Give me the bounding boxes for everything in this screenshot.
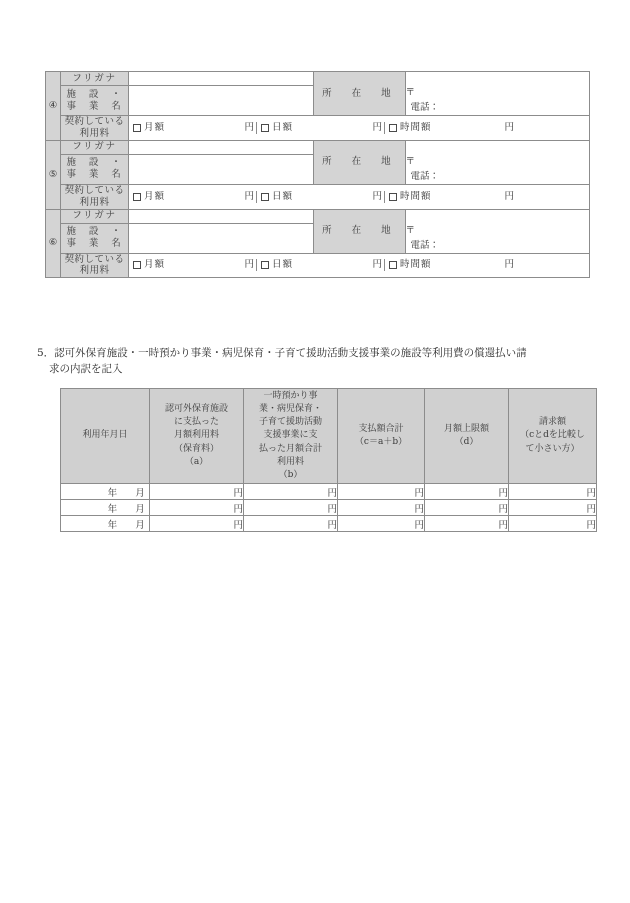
daily-yen-unit: 円 [372,259,382,271]
table-row [61,484,597,500]
header-line: 払った月額合計 [258,443,322,454]
furigana-input-6[interactable] [129,209,314,223]
section5-heading-line2: 求の内訳を記入 [49,363,123,376]
checkbox-daily-icon[interactable] [261,124,269,132]
hourly-fee-segment-6[interactable] [385,259,516,271]
cell-temporary-care-monthly-fee[interactable]: 円 [244,500,338,516]
header-line: 月額利用料 [173,430,219,441]
facility-name-input-6[interactable] [129,223,314,253]
address-input-4[interactable] [405,72,590,116]
cell-unlicensed-monthly-fee[interactable]: 円 [150,484,244,500]
contracted-fee-row-6 [129,253,590,278]
facility-name-label-line1: 施 設 ・ [66,88,123,100]
column-header-unlicensed-monthly-fee [150,389,244,484]
monthly-label: 月額 [144,121,165,133]
header-line: （b） [278,469,303,480]
table-row [46,140,590,154]
cell-temporary-care-monthly-fee[interactable]: 円 [244,516,338,532]
address-label-4: 所 在 地 [313,72,405,116]
table-row [46,116,590,141]
facility-number-5: ⑤ [46,140,61,209]
facility-name-input-5[interactable] [129,154,314,184]
column-header-monthly-cap [425,389,509,484]
cell-claim-amount[interactable]: 円 [509,484,597,500]
facility-name-label-4 [61,86,129,116]
cell-total-payment[interactable]: 円 [338,484,425,500]
facility-number-6: ⑥ [46,209,61,278]
hourly-fee-segment-4[interactable] [385,122,516,134]
monthly-yen-unit: 円 [244,259,254,271]
daily-label: 日額 [272,190,293,202]
contracted-fee-label-6: 契約している利用料 [61,253,129,278]
address-label-5: 所 在 地 [313,140,405,184]
section5-heading [37,345,597,378]
header-line: て小さい方） [525,443,580,454]
checkbox-hourly-icon[interactable] [389,124,397,132]
address-input-6[interactable] [405,209,590,253]
monthly-yen-unit: 円 [244,121,254,133]
checkbox-hourly-icon[interactable] [389,193,397,201]
facility-number-4: ④ [46,72,61,141]
cell-monthly-cap[interactable]: 円 [425,500,509,516]
cell-temporary-care-monthly-fee[interactable]: 円 [244,484,338,500]
header-line: に支払った [173,417,219,428]
telephone-label-5: 電話： [410,170,440,182]
cell-usage-date[interactable]: 年 月 [61,516,150,532]
header-line: 支払額合計 [358,423,404,434]
header-line: （d） [454,437,479,447]
table-row [46,253,590,278]
contracted-fee-label-5: 契約している利用料 [61,184,129,209]
hourly-label: 時間額 [400,121,432,133]
column-header-total-payment [338,389,425,484]
header-line: 請求額 [538,417,566,428]
telephone-label-4: 電話： [410,102,440,114]
header-line: （保育料） [173,443,219,454]
facility-name-label-line2: 事 業 名 [66,238,123,249]
hourly-fee-segment-5[interactable] [385,191,516,203]
daily-label: 日額 [272,121,293,133]
daily-fee-segment-6[interactable] [257,259,385,271]
table-header-row [61,389,597,484]
checkbox-monthly-icon[interactable] [133,261,141,269]
contracted-fee-row-5 [129,184,590,209]
furigana-input-5[interactable] [129,140,314,154]
monthly-label: 月額 [144,259,165,271]
hourly-label: 時間額 [400,259,432,271]
table-row [61,516,597,532]
cell-monthly-cap[interactable]: 円 [425,484,509,500]
address-label-6: 所 在 地 [313,209,405,253]
cell-monthly-cap[interactable]: 円 [425,516,509,532]
facility-entries-table [45,71,590,278]
header-line: 月額上限額 [443,423,489,434]
header-line: 一時預かり事 [263,391,318,402]
header-line: 支援事業に支 [263,430,318,441]
header-line: （a） [184,456,209,467]
header-line: 認可外保育施設 [164,404,228,415]
daily-fee-segment-5[interactable] [257,191,385,203]
furigana-label-5: フリガナ [61,140,129,154]
checkbox-hourly-icon[interactable] [389,261,397,269]
cell-unlicensed-monthly-fee[interactable]: 円 [150,500,244,516]
hourly-yen-unit: 円 [504,259,514,271]
checkbox-daily-icon[interactable] [261,193,269,201]
furigana-input-4[interactable] [129,72,314,86]
facility-name-label-line1: 施 設 ・ [66,226,123,238]
column-header-temporary-care-monthly-fee [244,389,338,484]
column-header-usage-date: 利用年月日 [61,389,150,484]
contracted-fee-row-4 [129,116,590,141]
daily-yen-unit: 円 [372,121,382,133]
cell-total-payment[interactable]: 円 [338,516,425,532]
telephone-label-6: 電話： [410,239,440,251]
monthly-fee-segment-4[interactable] [129,122,257,134]
monthly-yen-unit: 円 [244,190,254,202]
cell-usage-date[interactable]: 年 月 [61,500,150,516]
postal-mark-icon: 〒 [405,156,416,168]
hourly-yen-unit: 円 [504,190,514,202]
hourly-yen-unit: 円 [504,121,514,133]
table-row [46,209,590,223]
address-input-5[interactable] [405,140,590,184]
facility-name-label-line1: 施 設 ・ [66,157,123,169]
header-line: 利用料 [276,456,304,467]
postal-mark-icon: 〒 [405,87,416,99]
claim-breakdown-table [60,388,597,532]
daily-fee-segment-4[interactable] [257,122,385,134]
checkbox-daily-icon[interactable] [261,261,269,269]
header-line: （cとdを比較し [520,430,585,441]
furigana-label-6: フリガナ [61,209,129,223]
table-row [46,72,590,86]
section5-heading-line1: 5．認可外保育施設・一時預かり事業・病児保育・子育て援助活動支援事業の施設等利用費の償還払い請 [37,347,527,359]
monthly-fee-segment-5[interactable] [129,191,257,203]
facility-name-label-line2: 事 業 名 [66,100,123,112]
cell-total-payment[interactable]: 円 [338,500,425,516]
header-line: 子育て援助活動 [258,417,322,428]
contracted-fee-label-4: 契約している利用料 [61,116,129,141]
cell-unlicensed-monthly-fee[interactable]: 円 [150,516,244,532]
facility-name-label-5 [61,154,129,184]
postal-mark-icon: 〒 [405,224,416,236]
table-row [61,500,597,516]
header-line: 業・病児保育・ [258,404,322,415]
daily-yen-unit: 円 [372,190,382,202]
monthly-fee-segment-6[interactable] [129,259,257,271]
facility-name-label-line2: 事 業 名 [66,169,123,181]
hourly-label: 時間額 [400,190,432,202]
furigana-label-4: フリガナ [61,72,129,86]
table-row [46,184,590,209]
cell-usage-date[interactable]: 年 月 [61,484,150,500]
daily-label: 日額 [272,259,293,271]
cell-claim-amount[interactable]: 円 [509,500,597,516]
checkbox-monthly-icon[interactable] [133,193,141,201]
header-line: （c＝a＋b） [354,437,408,447]
facility-name-label-6 [61,223,129,253]
facility-name-input-4[interactable] [129,86,314,116]
column-header-claim-amount [509,389,597,484]
checkbox-monthly-icon[interactable] [133,124,141,132]
cell-claim-amount[interactable]: 円 [509,516,597,532]
monthly-label: 月額 [144,190,165,202]
